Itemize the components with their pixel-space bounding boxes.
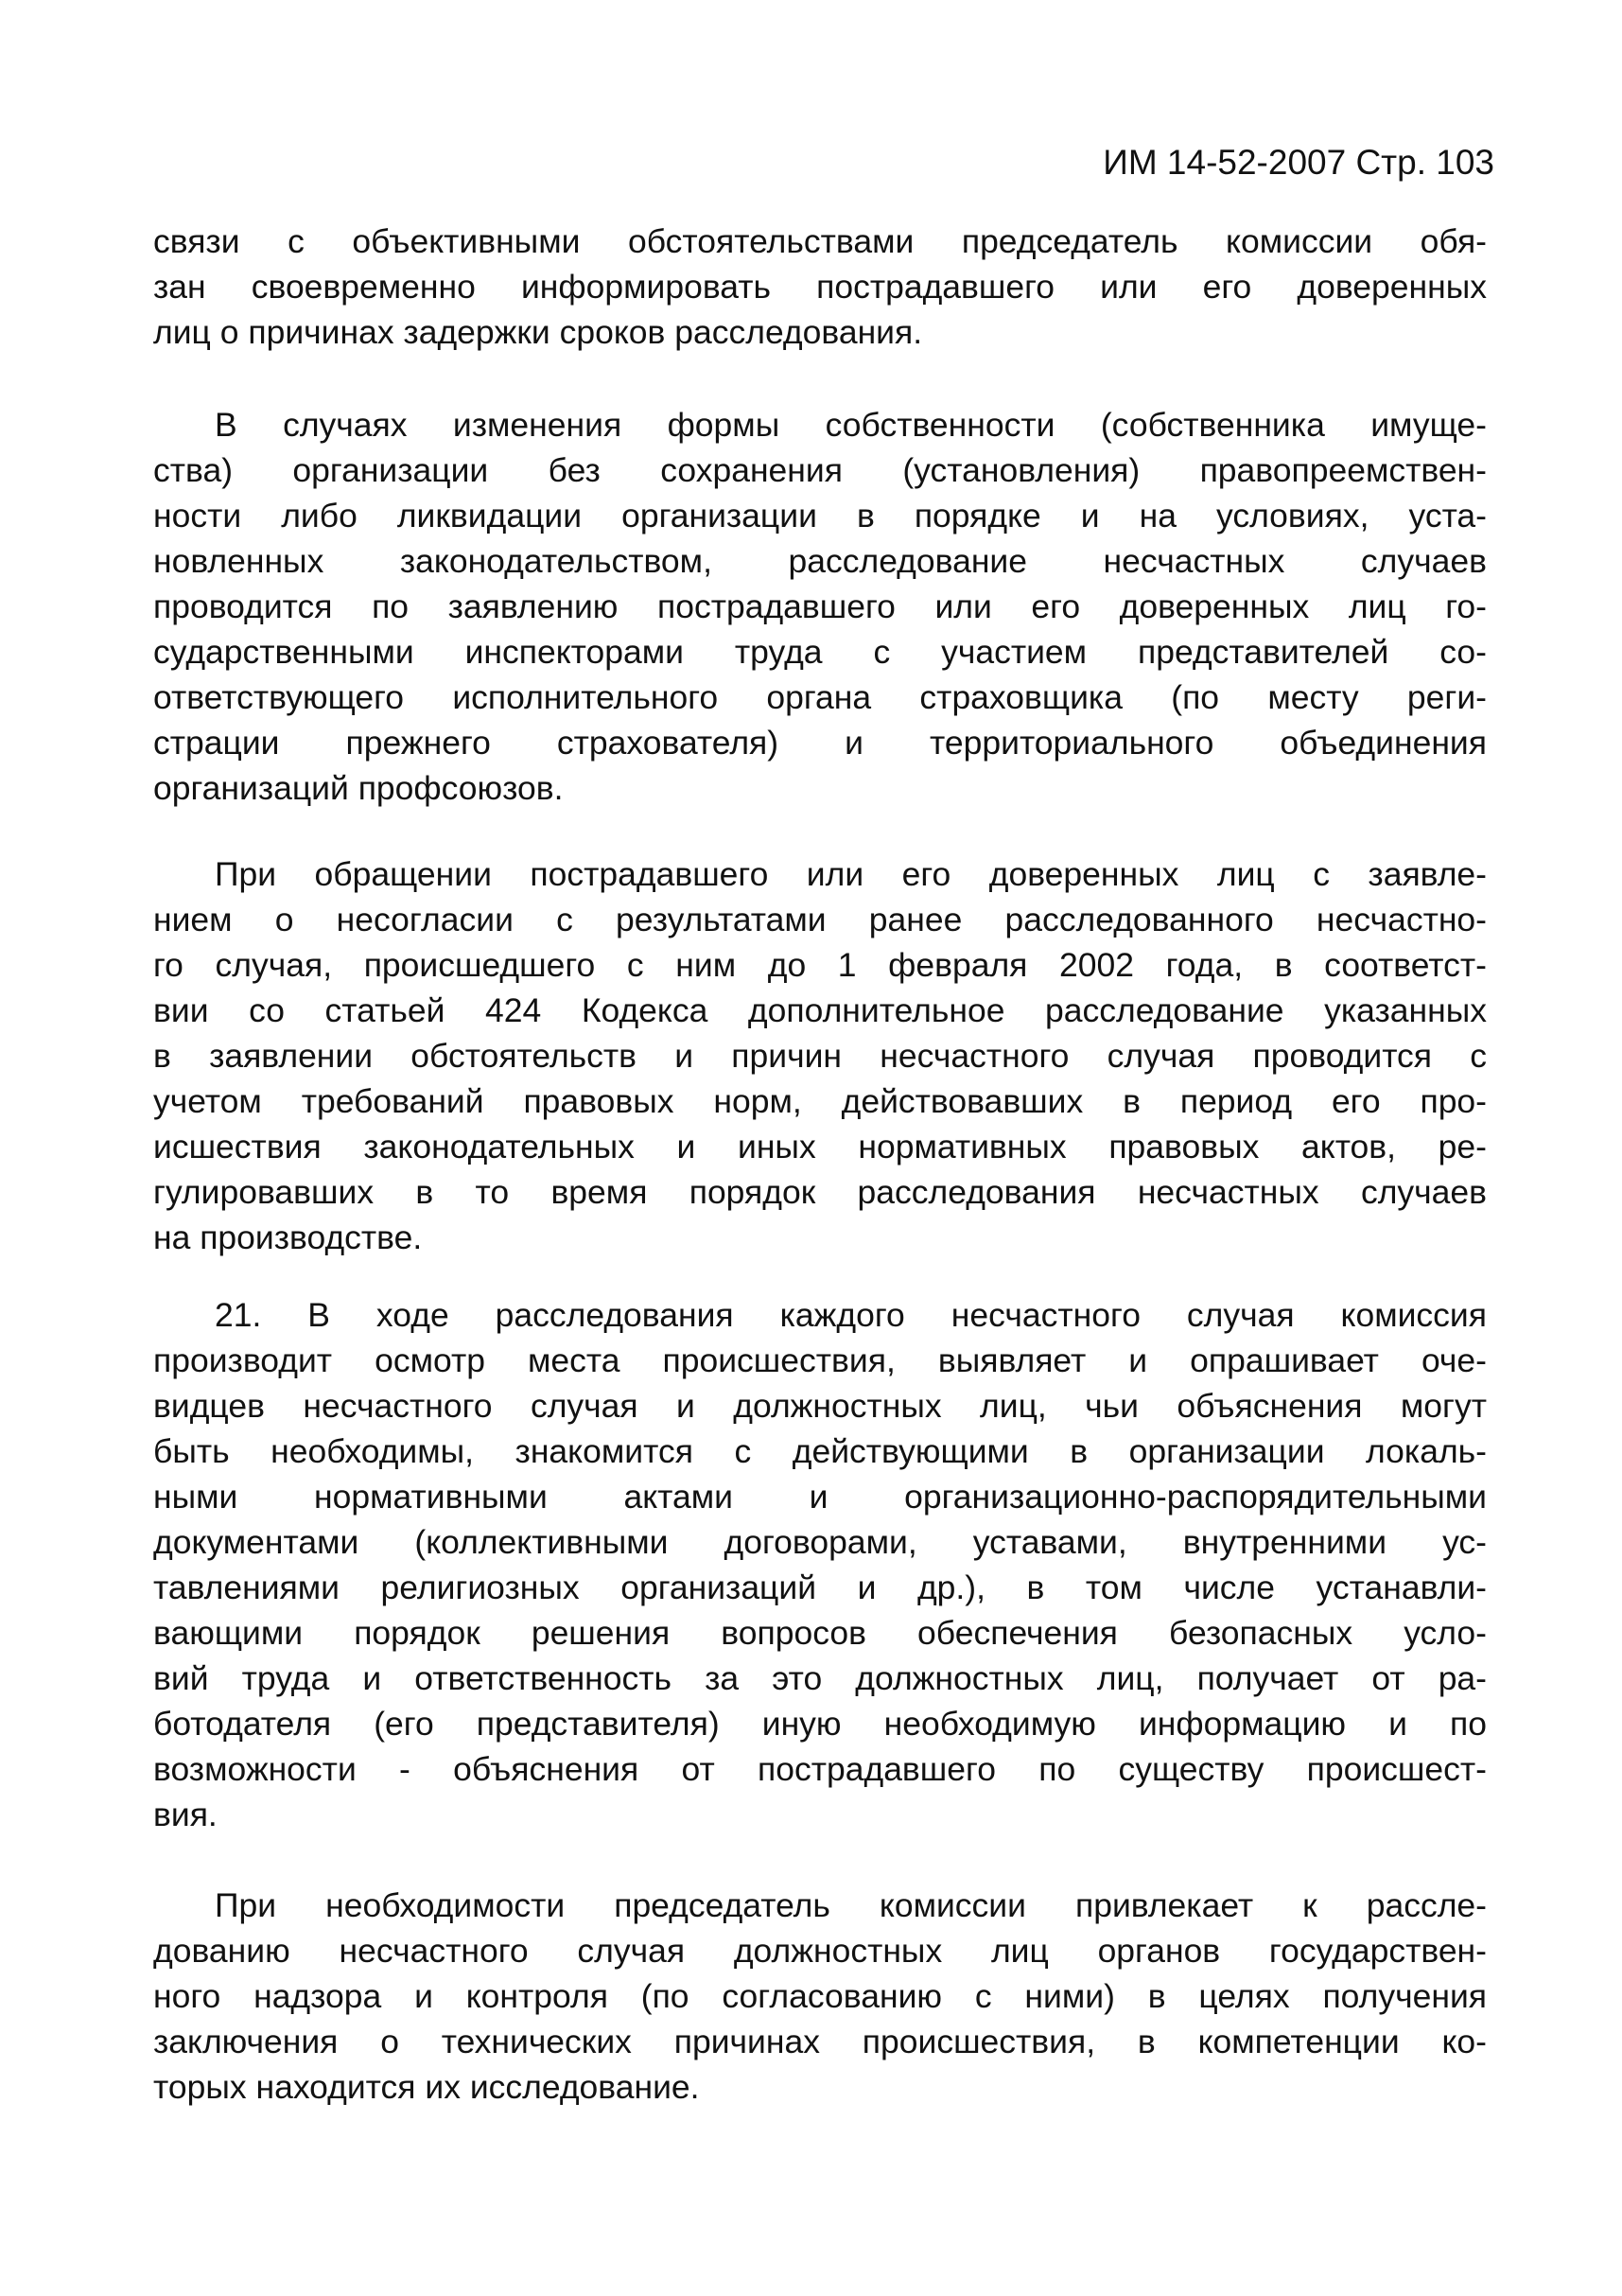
text-line: ства) организации без сохранения (установления) правопреемствен- <box>153 451 1487 489</box>
paragraph-state-supervision <box>153 1883 1487 2110</box>
text-line: вии со статьей 424 Кодекса дополнительное расследование указанных <box>153 991 1487 1029</box>
text-line: страции прежнего страхователя) и территориального объединения <box>153 724 1487 762</box>
text-line: торых находится их исследование. <box>153 2068 700 2106</box>
text-line: вий труда и ответственность за это должностных лиц, получает от ра- <box>153 1659 1487 1697</box>
text-line: организаций профсоюзов. <box>153 769 564 807</box>
text-line: При обращении пострадавшего или его доверенных лиц с заявле- <box>215 855 1487 893</box>
text-line: ответствующего исполнительного органа страховщика (по месту реги- <box>153 678 1487 716</box>
text-line: В случаях изменения формы собственности (собственника имуще- <box>215 406 1487 444</box>
paragraph-disagreement <box>153 851 1487 1260</box>
paragraph-ownership-change <box>153 402 1487 811</box>
text-line: дованию несчастного случая должностных лиц органов государствен- <box>153 1932 1487 1970</box>
text-line: на производстве. <box>153 1218 423 1256</box>
text-line: новленных законодательством, расследование несчастных случаев <box>153 542 1487 580</box>
text-line: При необходимости председатель комиссии привлекает к рассле- <box>215 1886 1487 1924</box>
paragraph-item-21 <box>153 1292 1487 1837</box>
text-line: ботодателя (его представителя) иную необходимую информацию и по <box>153 1705 1487 1743</box>
text-line: документами (коллективными договорами, уставами, внутренними ус- <box>153 1523 1487 1561</box>
text-line: связи с объективными обстоятельствами председатель комиссии обя- <box>153 222 1487 260</box>
text-line: лиц о причинах задержки сроков расследования. <box>153 313 923 351</box>
text-line: вающими порядок решения вопросов обеспечения безопасных усло- <box>153 1614 1487 1652</box>
text-line: нием о несогласии с результатами ранее расследованного несчастно- <box>153 901 1487 938</box>
text-line: ными нормативными актами и организационно-распорядительными <box>153 1478 1487 1516</box>
page-header: ИМ 14-52-2007 Стр. 103 <box>1103 143 1494 182</box>
text-line: видцев несчастного случая и должностных лиц, чьи объяснения могут <box>153 1387 1487 1425</box>
text-line: производит осмотр места происшествия, выявляет и опрашивает оче- <box>153 1341 1487 1379</box>
text-line: в заявлении обстоятельств и причин несчастного случая проводится с <box>153 1037 1487 1075</box>
text-line: ности либо ликвидации организации в порядке и на условиях, уста- <box>153 497 1487 535</box>
text-line: го случая, происшедшего с ним до 1 февраля 2002 года, в соответст- <box>153 946 1487 984</box>
text-line: тавлениями религиозных организаций и др.), в том числе устанавли- <box>153 1569 1487 1606</box>
text-line: 21. В ходе расследования каждого несчастного случая комиссия <box>215 1296 1487 1334</box>
text-line: заключения о технических причинах происшествия, в компетенции ко- <box>153 2023 1487 2060</box>
text-line: учетом требований правовых норм, действовавших в период его про- <box>153 1082 1487 1120</box>
paragraph-continuation <box>153 219 1487 355</box>
text-line: проводится по заявлению пострадавшего или его доверенных лиц го- <box>153 587 1487 625</box>
text-line: исшествия законодательных и иных нормативных правовых актов, ре- <box>153 1128 1487 1166</box>
text-line: вия. <box>153 1796 218 1833</box>
text-line: гулировавших в то время порядок расследования несчастных случаев <box>153 1173 1487 1211</box>
text-line: возможности - объяснения от пострадавшего по существу происшест- <box>153 1750 1487 1788</box>
text-line: ного надзора и контроля (по согласованию с ними) в целях получения <box>153 1977 1487 2015</box>
text-line: сударственными инспекторами труда с участием представителей со- <box>153 633 1487 671</box>
text-line: быть необходимы, знакомится с действующими в организации локаль- <box>153 1432 1487 1470</box>
text-line: зан своевременно информировать пострадавшего или его доверенных <box>153 268 1487 306</box>
